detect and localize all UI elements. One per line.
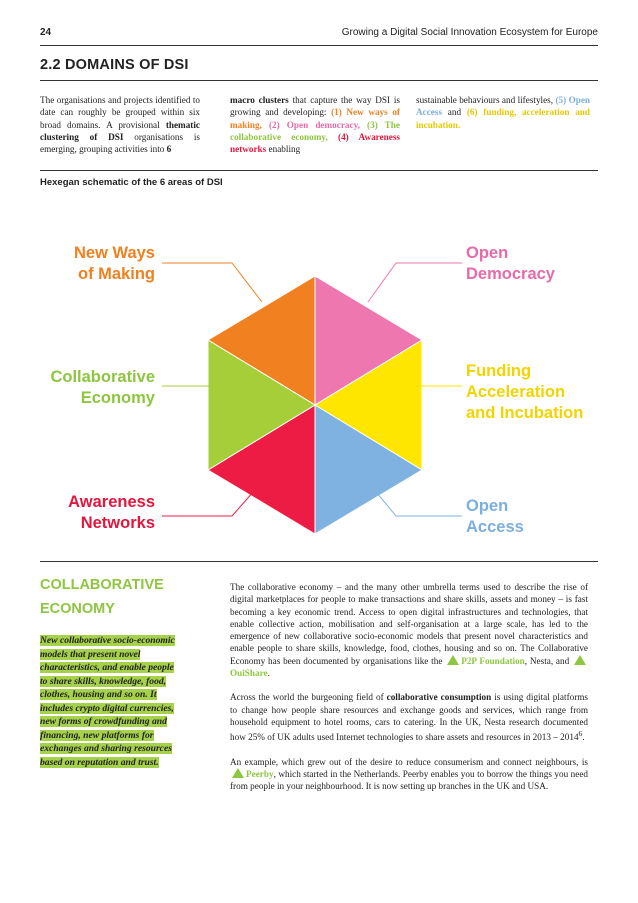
label-funding-acceleration: Funding Acceleration and Incubation (466, 362, 584, 422)
caption-rule (40, 170, 598, 171)
label-new-ways-of-making: New Ways of Making (73, 244, 155, 283)
link-triangle-icon (447, 655, 459, 665)
label-awareness-networks: Awareness Networks (68, 493, 155, 532)
paragraph-2: Across the world the burgeoning field of collaborative consumption is using digital platforms to change how people share resources and exchange goods and services, which range from household equipment to hotel rooms, cars to catering. In the UK, Nesta research documented how 25% of UK adults used Internet technologies to share assets and resources in 2013 – 2014$^6$. (230, 692, 589, 743)
page-header (40, 27, 598, 43)
label-open-democracy: Open Democracy (466, 244, 555, 283)
connector-new-ways (162, 263, 262, 302)
intro-column-1: The organisations and projects identified to date can roughly be grouped within six broad domains. A provisional thematic clustering of DSI organisations is emerging, grouping activities into 6 (40, 95, 201, 155)
page-number: 24 (40, 27, 52, 38)
collaborative-heading: COLLABORATIVE ECONOMY (40, 577, 164, 617)
paragraph-1: The collaborative economy – and the many other umbrella terms used to describe the rise of digital marketplaces for people to make transactions and share skills, assets and money – is fast becoming a key economic trend. Access to open digital infrastructures and technologies, that enable collective action, mobilisation and self-organisation at a large scale, has led to the emergence of new collaborative socio-economic models that present novel characteristics and enable people to share skills, knowledge, food, clothes, housing and so on. The Collaborative Economy has been documented by organisations like the P2P Foundation, Nesta, and OuiShare. (230, 582, 588, 679)
header-rule (40, 45, 598, 46)
section-title: 2.2 DOMAINS OF DSI (40, 57, 189, 73)
pull-quote: New collaborative socio-economic models that present novel characteristics, and enable people to share skills, knowledge, food, clothes, housing and so on. It includes crypto digital currencies, new forms of crowdfunding and financing, new platforms for exchanges and sharing resources based on reputation and trust. (40, 635, 175, 768)
intro-column-3: sustainable behaviours and lifestyles, (5) Open Access and (6) funding, acceleration and incubation. (416, 95, 591, 130)
label-open-access: Open Access (466, 497, 524, 536)
ouishare-link[interactable]: OuiShare (230, 668, 268, 679)
section-rule (40, 80, 598, 81)
link-triangle-icon (574, 655, 586, 665)
connector-open-democracy (368, 263, 462, 302)
link-triangle-icon (232, 768, 244, 778)
peerby-link[interactable]: Peerby (246, 768, 274, 779)
section-divider (40, 561, 598, 562)
paragraph-3: An example, which grew out of the desire to reduce consumerism and connect neighbours, is Peerby, which started in the Netherlands. Peerby enables you to borrow the things you need from people in your neighbourhood. It is now setting up branches in the UK and USA. (230, 756, 588, 792)
collaborative-body (230, 581, 588, 805)
label-collaborative-economy: Collaborative Economy (50, 368, 155, 407)
p2p-foundation-link[interactable]: P2P Foundation (461, 655, 525, 666)
intro-column-2: macro clusters that capture the way DSI is growing and developing: (1) New ways of making, (2) Open democracy, (3) The collaborative economy, (4) Awareness networks enabling (230, 95, 400, 155)
figure-caption: Hexegan schematic of the 6 areas of DSI (40, 177, 223, 188)
running-title: Growing a Digital Social Innovation Ecosystem for Europe (341, 27, 598, 38)
